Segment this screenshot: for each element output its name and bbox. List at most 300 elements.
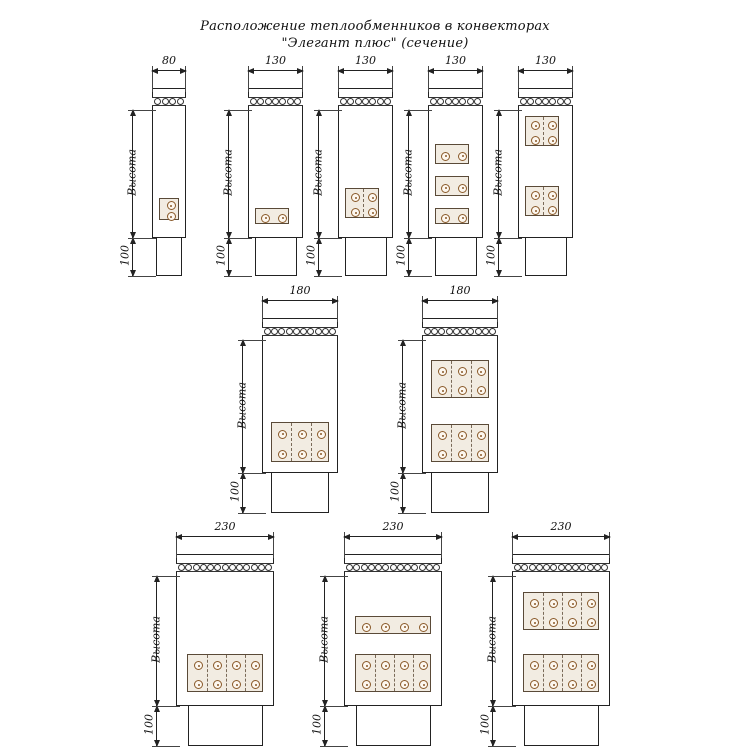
grille-hole-icon <box>549 98 556 105</box>
heat-exchanger <box>523 654 599 692</box>
grille-hole-icon <box>294 98 301 105</box>
heat-exchanger <box>355 654 431 692</box>
heat-exchanger <box>525 186 559 216</box>
heat-exchanger <box>431 424 489 462</box>
grille-hole-icon <box>340 98 347 105</box>
extension-line <box>398 340 426 341</box>
grille-hole-icon <box>446 328 453 335</box>
exchanger-divider <box>543 187 544 215</box>
height-dimension-label: Высота <box>149 616 163 663</box>
width-dimension-line <box>248 70 303 71</box>
tube-hole-icon <box>568 618 577 627</box>
foot-dimension-line <box>132 238 133 276</box>
tube-hole-icon <box>458 367 467 376</box>
grille-hole-icon <box>382 564 389 571</box>
tube-hole-icon <box>298 430 307 439</box>
extension-line <box>128 276 156 277</box>
grille-hole-icon <box>527 98 534 105</box>
heat-exchanger <box>355 616 431 634</box>
tube-hole-icon <box>251 680 260 689</box>
grille-hole-icon <box>564 98 571 105</box>
width-dimension-line <box>518 70 573 71</box>
grille-hole-icon <box>214 564 221 571</box>
width-dimension-label: 180 <box>289 284 311 297</box>
page-title-line2: "Элегант плюс" (сечение) <box>281 36 469 51</box>
extension-line <box>152 746 180 747</box>
grille-hole-icon <box>594 564 601 571</box>
extension-line <box>238 513 266 514</box>
grille <box>428 97 483 106</box>
foot-dimension-line <box>318 238 319 276</box>
foot-dimension-line <box>156 706 157 746</box>
width-dimension-line <box>152 70 186 71</box>
exchanger-divider <box>562 655 563 691</box>
foot-dimension-label: 100 <box>304 245 318 266</box>
convector-figure <box>484 54 573 282</box>
extension-line <box>398 513 426 514</box>
exchanger-divider <box>207 655 208 691</box>
extension-line <box>238 473 266 474</box>
tube-hole-icon <box>194 680 203 689</box>
tube-hole-icon <box>458 431 467 440</box>
grille-hole-icon <box>438 328 445 335</box>
width-dimension-label: 130 <box>535 54 556 67</box>
grille-hole-icon <box>307 328 314 335</box>
heat-exchanger <box>525 116 559 146</box>
height-dimension-label: Высота <box>221 149 235 196</box>
tube-hole-icon <box>419 623 428 632</box>
width-dimension-label: 80 <box>162 54 176 67</box>
extension-line <box>152 576 180 577</box>
tube-hole-icon <box>194 661 203 670</box>
grille-hole-icon <box>286 328 293 335</box>
tube-hole-icon <box>419 661 428 670</box>
tube-hole-icon <box>381 680 390 689</box>
convector-figure <box>394 54 483 282</box>
tube-hole-icon <box>441 184 450 193</box>
tube-hole-icon <box>531 136 540 145</box>
height-dimension-label: Высота <box>235 381 249 429</box>
grille-hole-icon <box>193 564 200 571</box>
grille-hole-icon <box>355 98 362 105</box>
grille-hole-icon <box>521 564 528 571</box>
height-dimension-label: Высота <box>125 149 139 196</box>
grille-hole-icon <box>390 564 397 571</box>
convector-figure <box>388 284 498 519</box>
grille-hole-icon <box>278 328 285 335</box>
heat-exchanger <box>345 188 379 218</box>
foot-dimension-line <box>324 706 325 746</box>
exchanger-divider <box>363 189 364 217</box>
exchanger-divider <box>311 423 312 461</box>
tube-hole-icon <box>441 152 450 161</box>
foot-dimension-line <box>492 706 493 746</box>
exchanger-divider <box>581 593 582 629</box>
extension-line <box>320 746 348 747</box>
exchanger-divider <box>451 361 452 397</box>
foot-dimension-line <box>402 473 403 513</box>
tube-hole-icon <box>368 193 377 202</box>
grille-hole-icon <box>536 564 543 571</box>
foot-dimension-label: 100 <box>484 245 498 266</box>
extension-line <box>320 706 348 707</box>
grille <box>176 563 274 572</box>
extension-line <box>224 238 252 239</box>
tube-hole-icon <box>530 599 539 608</box>
tube-hole-icon <box>167 201 176 210</box>
heat-exchanger <box>187 654 263 692</box>
grille-hole-icon <box>467 98 474 105</box>
extension-line <box>404 110 432 111</box>
exchanger-divider <box>543 593 544 629</box>
foot-dimension-line <box>408 238 409 276</box>
grille-hole-icon <box>265 564 272 571</box>
grille-hole-icon <box>169 98 176 105</box>
grille-hole-icon <box>375 564 382 571</box>
convector-foot <box>435 238 477 276</box>
grille-hole-icon <box>362 98 369 105</box>
tube-hole-icon <box>531 206 540 215</box>
grille-hole-icon <box>430 98 437 105</box>
convector-foot <box>356 706 431 746</box>
grille <box>262 327 338 336</box>
foot-dimension-label: 100 <box>394 245 408 266</box>
exchanger-divider <box>562 593 563 629</box>
grille-hole-icon <box>322 328 329 335</box>
exchanger-divider <box>375 655 376 691</box>
grille-hole-icon <box>437 98 444 105</box>
exchanger-divider <box>226 655 227 691</box>
grille-hole-icon <box>384 98 391 105</box>
grille-hole-icon <box>445 98 452 105</box>
extension-line <box>314 276 342 277</box>
tube-hole-icon <box>458 214 467 223</box>
tube-hole-icon <box>477 367 486 376</box>
grille-hole-icon <box>207 564 214 571</box>
extension-line <box>238 340 266 341</box>
width-dimension-line <box>512 536 610 537</box>
grille-hole-icon <box>558 564 565 571</box>
foot-dimension-label: 100 <box>388 481 402 502</box>
tube-hole-icon <box>458 152 467 161</box>
grille-hole-icon <box>315 328 322 335</box>
tube-hole-icon <box>587 680 596 689</box>
width-dimension-line <box>262 300 338 301</box>
tube-hole-icon <box>531 191 540 200</box>
grille-hole-icon <box>229 564 236 571</box>
foot-dimension-label: 100 <box>214 245 228 266</box>
grille-hole-icon <box>287 98 294 105</box>
heat-exchanger <box>435 176 469 196</box>
tube-hole-icon <box>438 431 447 440</box>
grille-hole-icon <box>250 98 257 105</box>
convector-foot <box>188 706 263 746</box>
tube-hole-icon <box>167 212 176 221</box>
grille-hole-icon <box>222 564 229 571</box>
grille-hole-icon <box>346 564 353 571</box>
tube-hole-icon <box>213 680 222 689</box>
tube-hole-icon <box>400 661 409 670</box>
tube-hole-icon <box>549 599 558 608</box>
foot-dimension-label: 100 <box>118 245 132 266</box>
convector-foot <box>255 238 297 276</box>
extension-line <box>404 238 432 239</box>
grille-hole-icon <box>426 564 433 571</box>
convector-figure <box>118 54 186 282</box>
extension-line <box>128 110 156 111</box>
tube-hole-icon <box>549 618 558 627</box>
tube-hole-icon <box>477 431 486 440</box>
tube-hole-icon <box>530 618 539 627</box>
grille <box>344 563 442 572</box>
grille-hole-icon <box>520 98 527 105</box>
convector-foot <box>525 238 567 276</box>
extension-line <box>314 110 342 111</box>
extension-line <box>224 276 252 277</box>
exchanger-divider <box>581 655 582 691</box>
foot-dimension-label: 100 <box>310 714 324 735</box>
convector-figure <box>478 520 610 752</box>
tube-hole-icon <box>213 661 222 670</box>
grille <box>152 97 186 106</box>
grille-hole-icon <box>543 564 550 571</box>
extension-line <box>494 276 522 277</box>
extension-line <box>488 706 516 707</box>
exchanger-divider <box>451 425 452 461</box>
extension-line <box>494 238 522 239</box>
grille-hole-icon <box>514 564 521 571</box>
exchanger-divider <box>394 655 395 691</box>
page-title <box>0 18 750 52</box>
tube-hole-icon <box>531 121 540 130</box>
tube-hole-icon <box>381 623 390 632</box>
tube-hole-icon <box>587 599 596 608</box>
tube-hole-icon <box>368 208 377 217</box>
grille-hole-icon <box>272 98 279 105</box>
tube-hole-icon <box>251 661 260 670</box>
convector-foot <box>524 706 599 746</box>
grille-hole-icon <box>572 564 579 571</box>
grille-hole-icon <box>353 564 360 571</box>
heat-exchanger <box>523 592 599 630</box>
grille <box>422 327 498 336</box>
tube-hole-icon <box>438 386 447 395</box>
grille <box>518 97 573 106</box>
width-dimension-line <box>428 70 483 71</box>
convector-foot <box>156 238 182 276</box>
grille-hole-icon <box>271 328 278 335</box>
width-dimension-label: 130 <box>265 54 286 67</box>
convector-figure <box>142 520 274 752</box>
tube-hole-icon <box>568 599 577 608</box>
tube-hole-icon <box>351 193 360 202</box>
grille-hole-icon <box>433 564 440 571</box>
grille-hole-icon <box>329 328 336 335</box>
grille-hole-icon <box>361 564 368 571</box>
grille-hole-icon <box>411 564 418 571</box>
tube-hole-icon <box>549 680 558 689</box>
exchanger-divider <box>543 117 544 145</box>
tube-hole-icon <box>278 430 287 439</box>
tube-hole-icon <box>232 680 241 689</box>
grille-hole-icon <box>347 98 354 105</box>
grille-hole-icon <box>177 98 184 105</box>
foot-dimension-line <box>498 238 499 276</box>
page-title-line1: Расположение теплообменников в конвекторах <box>200 19 550 34</box>
grille-hole-icon <box>482 328 489 335</box>
tube-hole-icon <box>530 661 539 670</box>
tube-hole-icon <box>438 450 447 459</box>
height-dimension-label: Высота <box>491 149 505 196</box>
width-dimension-label: 130 <box>445 54 466 67</box>
width-dimension-label: 130 <box>355 54 376 67</box>
grille-hole-icon <box>265 98 272 105</box>
grille-hole-icon <box>397 564 404 571</box>
grille-hole-icon <box>542 98 549 105</box>
grille <box>512 563 610 572</box>
extension-line <box>398 473 426 474</box>
grille-hole-icon <box>475 328 482 335</box>
extension-line <box>404 276 432 277</box>
width-dimension-line <box>176 536 274 537</box>
tube-hole-icon <box>587 618 596 627</box>
height-dimension-label: Высота <box>401 149 415 196</box>
grille-hole-icon <box>550 564 557 571</box>
height-dimension-label: Высота <box>317 616 331 663</box>
grille-hole-icon <box>264 328 271 335</box>
extension-line <box>152 706 180 707</box>
tube-hole-icon <box>477 386 486 395</box>
grille-hole-icon <box>424 328 431 335</box>
convector-figure <box>228 284 338 519</box>
foot-dimension-line <box>228 238 229 276</box>
grille-hole-icon <box>178 564 185 571</box>
extension-line <box>128 238 156 239</box>
extension-line <box>320 576 348 577</box>
grille-hole-icon <box>419 564 426 571</box>
width-dimension-label: 230 <box>550 520 572 533</box>
grille-hole-icon <box>601 564 608 571</box>
heat-exchanger <box>271 422 329 462</box>
grille-hole-icon <box>452 98 459 105</box>
width-dimension-label: 230 <box>382 520 404 533</box>
width-dimension-line <box>344 536 442 537</box>
tube-hole-icon <box>441 214 450 223</box>
grille-hole-icon <box>474 98 481 105</box>
grille-hole-icon <box>467 328 474 335</box>
tube-hole-icon <box>278 214 287 223</box>
tube-hole-icon <box>351 208 360 217</box>
convector-figure <box>214 54 303 282</box>
width-dimension-line <box>338 70 393 71</box>
convector-foot <box>345 238 387 276</box>
grille-hole-icon <box>529 564 536 571</box>
tube-hole-icon <box>548 191 557 200</box>
extension-line <box>488 576 516 577</box>
heat-exchanger <box>431 360 489 398</box>
tube-hole-icon <box>278 450 287 459</box>
tube-hole-icon <box>438 367 447 376</box>
tube-hole-icon <box>317 450 326 459</box>
exchanger-divider <box>471 425 472 461</box>
extension-line <box>224 110 252 111</box>
exchanger-divider <box>543 655 544 691</box>
height-dimension-label: Высота <box>311 149 325 196</box>
grille-hole-icon <box>185 564 192 571</box>
height-dimension-label: Высота <box>395 381 409 429</box>
convector-foot <box>271 473 329 513</box>
height-dimension-label: Высота <box>485 616 499 663</box>
grille-hole-icon <box>459 98 466 105</box>
tube-hole-icon <box>362 661 371 670</box>
extension-line <box>314 238 342 239</box>
tube-hole-icon <box>317 430 326 439</box>
exchanger-divider <box>291 423 292 461</box>
exchanger-divider <box>245 655 246 691</box>
grille-hole-icon <box>453 328 460 335</box>
grille-hole-icon <box>535 98 542 105</box>
grille-hole-icon <box>300 328 307 335</box>
tube-hole-icon <box>458 184 467 193</box>
convector-figure <box>304 54 393 282</box>
exchanger-divider <box>413 655 414 691</box>
width-dimension-line <box>422 300 498 301</box>
exchanger-divider <box>471 361 472 397</box>
convector-foot <box>431 473 489 513</box>
grille-hole-icon <box>404 564 411 571</box>
extension-line <box>494 110 522 111</box>
tube-hole-icon <box>381 661 390 670</box>
grille-hole-icon <box>293 328 300 335</box>
tube-hole-icon <box>548 121 557 130</box>
tube-hole-icon <box>362 623 371 632</box>
tube-hole-icon <box>568 661 577 670</box>
tube-hole-icon <box>232 661 241 670</box>
grille-hole-icon <box>236 564 243 571</box>
grille-hole-icon <box>565 564 572 571</box>
grille-hole-icon <box>279 98 286 105</box>
heat-exchanger <box>435 144 469 164</box>
tube-hole-icon <box>400 680 409 689</box>
tube-hole-icon <box>548 136 557 145</box>
grille-hole-icon <box>251 564 258 571</box>
heat-exchanger <box>255 208 289 224</box>
grille-hole-icon <box>587 564 594 571</box>
tube-hole-icon <box>587 661 596 670</box>
grille-hole-icon <box>243 564 250 571</box>
grille-hole-icon <box>258 564 265 571</box>
tube-hole-icon <box>400 623 409 632</box>
grille-hole-icon <box>377 98 384 105</box>
extension-line <box>488 746 516 747</box>
width-dimension-label: 180 <box>449 284 471 297</box>
tube-hole-icon <box>419 680 428 689</box>
heat-exchanger <box>435 208 469 224</box>
tube-hole-icon <box>458 450 467 459</box>
heat-exchanger <box>159 198 179 220</box>
grille-hole-icon <box>579 564 586 571</box>
grille-hole-icon <box>154 98 161 105</box>
foot-dimension-label: 100 <box>228 481 242 502</box>
grille-hole-icon <box>368 564 375 571</box>
foot-dimension-label: 100 <box>478 714 492 735</box>
tube-hole-icon <box>568 680 577 689</box>
grille-hole-icon <box>460 328 467 335</box>
tube-hole-icon <box>458 386 467 395</box>
tube-hole-icon <box>530 680 539 689</box>
tube-hole-icon <box>477 450 486 459</box>
grille <box>338 97 393 106</box>
